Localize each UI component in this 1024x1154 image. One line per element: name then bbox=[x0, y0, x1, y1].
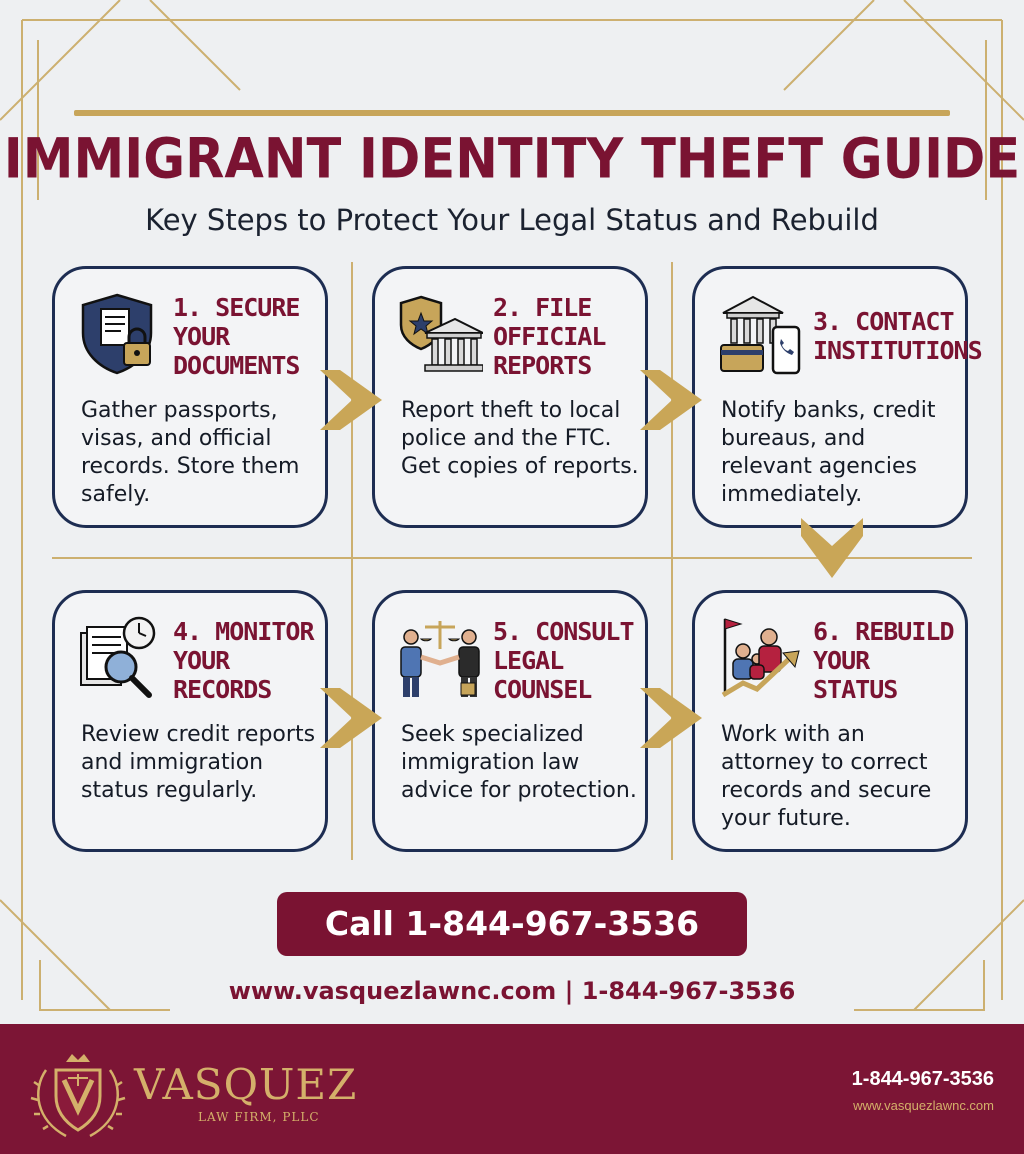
shield-document-lock-icon bbox=[77, 291, 163, 377]
page-title: IMMIGRANT IDENTITY THEFT GUIDE bbox=[3, 127, 1021, 192]
top-gold-bar bbox=[74, 110, 950, 116]
step-card-2 bbox=[372, 266, 648, 528]
arrow-right-icon bbox=[640, 370, 702, 430]
arrow-right-icon bbox=[640, 688, 702, 748]
page-subtitle: Key Steps to Protect Your Legal Status and Rebuild bbox=[145, 203, 879, 237]
step-5-heading: 5. CONSULT LEGAL COUNSEL bbox=[493, 617, 634, 704]
step-1-body: Gather passports, visas, and official records. Store them safely. bbox=[81, 398, 300, 507]
step-5-body: Seek specialized immigration law advice for protection. bbox=[401, 722, 637, 803]
step-6-body: Work with an attorney to correct records and secure your future. bbox=[721, 722, 932, 831]
arrow-right-icon bbox=[320, 688, 382, 748]
step-6-heading: 6. REBUILD YOUR STATUS bbox=[813, 617, 954, 704]
documents-magnifier-clock-icon bbox=[77, 615, 163, 701]
step-2-body: Report theft to local police and the FTC. Get copies of reports. bbox=[401, 398, 639, 479]
step-1-heading: 1. SECURE YOUR DOCUMENTS bbox=[173, 293, 300, 380]
bank-card-phone-icon bbox=[717, 291, 803, 377]
contact-line[interactable]: www.vasquezlawnc.com | 1-844-967-3536 bbox=[228, 977, 796, 1005]
step-card-1 bbox=[52, 266, 328, 528]
step-2-heading: 2. FILE OFFICIAL REPORTS bbox=[493, 293, 606, 380]
brand-subtitle: LAW FIRM, PLLC bbox=[198, 1110, 320, 1124]
family-growth-icon bbox=[717, 615, 803, 701]
handshake-scales-icon bbox=[397, 615, 483, 701]
arrow-right-icon bbox=[320, 370, 382, 430]
footer-website-link[interactable]: www.vasquezlawnc.com bbox=[853, 1098, 994, 1113]
step-card-3 bbox=[692, 266, 982, 528]
step-4-heading: 4. MONITOR YOUR RECORDS bbox=[173, 617, 314, 704]
law-firm-crest-logo bbox=[26, 1040, 130, 1144]
arrow-down-icon bbox=[801, 518, 863, 578]
step-3-heading: 3. CONTACT INSTITUTIONS bbox=[813, 307, 982, 365]
footer bbox=[0, 1024, 1024, 1154]
step-card-6 bbox=[692, 590, 968, 852]
call-button[interactable]: Call 1-844-967-3536 bbox=[277, 892, 747, 956]
footer-phone[interactable]: 1-844-967-3536 bbox=[851, 1068, 994, 1090]
step-3-body: Notify banks, credit bureaus, and relevant agencies immediately. bbox=[721, 398, 936, 507]
step-card-5 bbox=[372, 590, 648, 852]
police-badge-courthouse-icon bbox=[397, 291, 483, 377]
step-4-body: Review credit reports and immigration status regularly. bbox=[81, 722, 316, 803]
brand-name: VASQUEZ bbox=[134, 1060, 358, 1109]
step-card-4 bbox=[52, 590, 328, 852]
